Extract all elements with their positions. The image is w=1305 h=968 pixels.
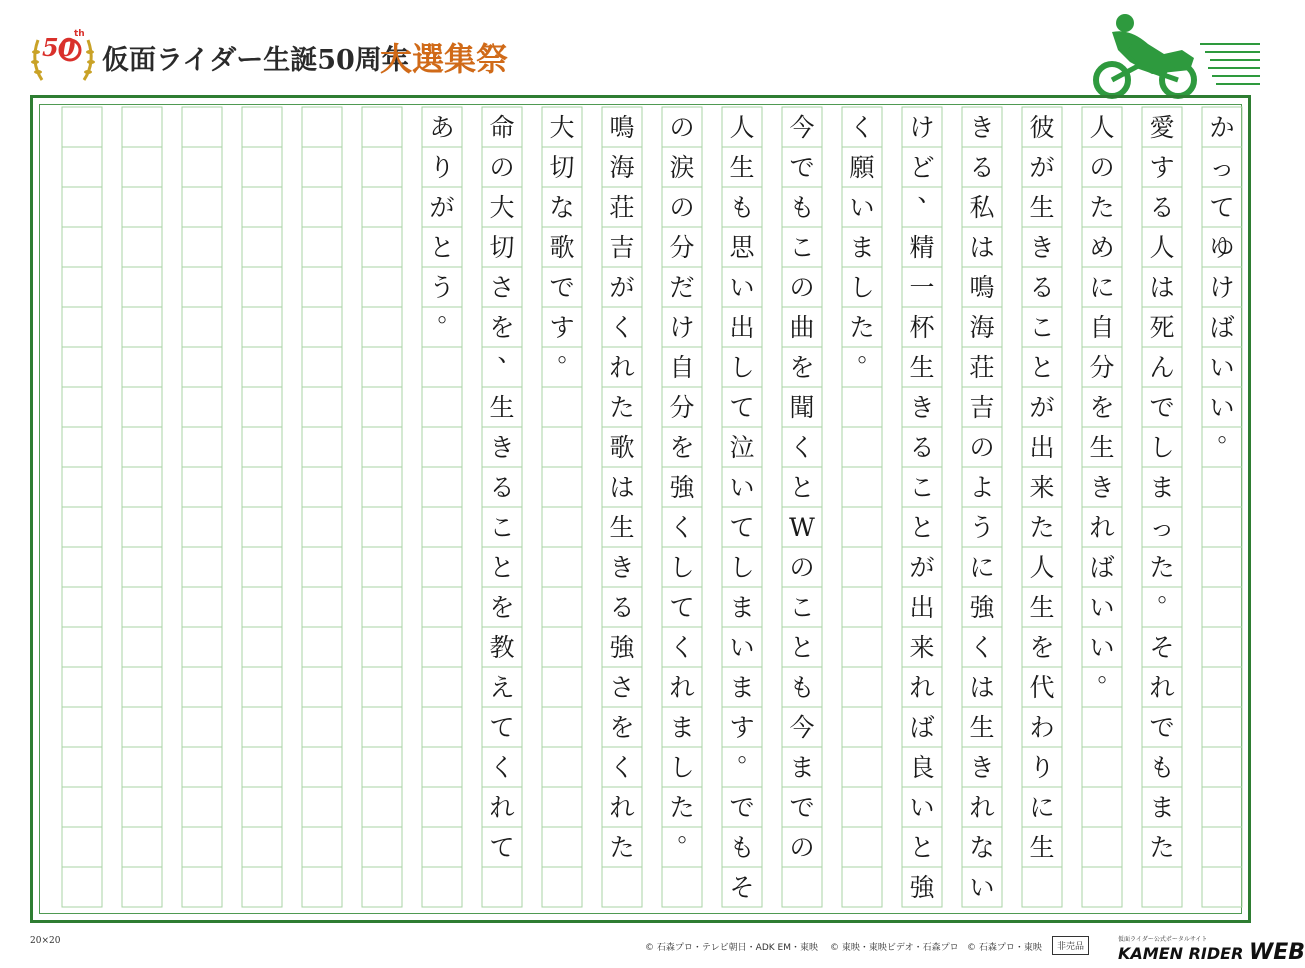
manuscript-character: 生 [609, 513, 635, 542]
manuscript-character: め [1089, 233, 1115, 262]
manuscript-character: ば [1089, 553, 1115, 582]
manuscript-character: る [489, 473, 515, 502]
manuscript-character: て [489, 833, 515, 862]
manuscript-character: に [1029, 793, 1055, 822]
manuscript-character: 今 [789, 713, 815, 742]
manuscript-character: 荘 [969, 353, 995, 382]
manuscript-column [902, 107, 943, 907]
manuscript-character: 分 [669, 393, 695, 422]
manuscript-character: 泣 [729, 433, 755, 462]
copyright-notice-1: © 石森プロ・テレビ朝日・ADK EM・東映 [645, 943, 818, 953]
manuscript-character: き [909, 393, 935, 422]
manuscript-character: れ [669, 673, 695, 702]
manuscript-character: あ [429, 113, 455, 142]
not-for-sale-badge: 非売品 [1052, 936, 1089, 955]
manuscript-character: く [669, 513, 695, 542]
manuscript-character: が [909, 553, 935, 582]
manuscript-character: く [489, 753, 515, 782]
manuscript-character: ば [909, 713, 935, 742]
manuscript-character: っ [1209, 153, 1235, 182]
manuscript-character: き [489, 433, 515, 462]
kamen-rider-web-logo [1118, 940, 1305, 965]
manuscript-character: く [669, 633, 695, 662]
manuscript-character: W [789, 513, 815, 542]
manuscript-character: い [969, 873, 995, 902]
manuscript-character: ま [669, 713, 695, 742]
manuscript-character: が [609, 273, 635, 302]
manuscript-character: 。 [1097, 658, 1123, 687]
manuscript-character: を [1089, 393, 1115, 422]
manuscript-character: た [609, 393, 635, 422]
manuscript-character: は [609, 473, 635, 502]
manuscript-character: て [729, 513, 755, 542]
manuscript-character: 人 [1149, 233, 1175, 262]
manuscript-character: 生 [1029, 193, 1055, 222]
manuscript-character: 精 [909, 233, 935, 262]
site-tagline: 仮面ライダー公式ポータルサイト [1118, 936, 1208, 943]
manuscript-character: の [789, 273, 815, 302]
manuscript-character: 生 [729, 153, 755, 182]
manuscript-character: 切 [489, 233, 515, 262]
manuscript-character: も [789, 193, 815, 222]
manuscript-column [962, 107, 1002, 907]
manuscript-character: ま [1149, 793, 1175, 822]
manuscript-character: き [1089, 473, 1115, 502]
manuscript-character: 歌 [549, 233, 575, 262]
manuscript-character: れ [609, 793, 635, 822]
manuscript-character: 生 [1029, 593, 1055, 622]
manuscript-character: て [669, 593, 695, 622]
manuscript-character: し [669, 753, 695, 782]
manuscript-character: 歌 [609, 433, 635, 462]
manuscript-column [722, 107, 763, 907]
manuscript-character: の [489, 153, 515, 182]
manuscript-character: い [1089, 633, 1115, 662]
manuscript-character: と [909, 833, 935, 862]
manuscript-character: た [1089, 193, 1115, 222]
manuscript-character: 聞 [789, 393, 815, 422]
manuscript-character: 。 [737, 738, 763, 767]
manuscript-character: し [669, 553, 695, 582]
manuscript-character: い [1209, 393, 1235, 422]
manuscript-character: れ [969, 793, 995, 822]
manuscript-character: で [549, 273, 575, 302]
manuscript-character: 死 [1149, 313, 1175, 342]
manuscript-character: を [1029, 633, 1055, 662]
manuscript-character: い [729, 473, 755, 502]
manuscript-character: り [1029, 753, 1055, 782]
manuscript-character: 。 [677, 818, 703, 847]
manuscript-character: 分 [669, 233, 695, 262]
manuscript-character: き [1029, 233, 1055, 262]
manuscript-character: が [1029, 153, 1055, 182]
manuscript-character: 分 [1089, 353, 1115, 382]
manuscript-character: 、 [497, 338, 523, 367]
manuscript-character: さ [489, 273, 515, 302]
manuscript-character: い [1089, 593, 1115, 622]
manuscript-character: で [1149, 713, 1175, 742]
manuscript-character: た [1149, 833, 1175, 862]
manuscript-character: ど [909, 153, 935, 182]
site-name-part-2: WEB [1248, 940, 1305, 965]
manuscript-character: る [609, 593, 635, 622]
copyright-notice-2: © 東映・東映ビデオ・石森プロ [830, 943, 959, 953]
manuscript-character: す [549, 313, 575, 342]
manuscript-character: は [969, 233, 995, 262]
manuscript-character: を [789, 353, 815, 382]
manuscript-character: 。 [1157, 578, 1183, 607]
manuscript-character: 強 [909, 873, 935, 902]
manuscript-column [1142, 107, 1183, 907]
manuscript-character: え [489, 673, 515, 702]
manuscript-character: 強 [609, 633, 635, 662]
manuscript-character: 吉 [609, 233, 635, 262]
manuscript-character: い [909, 793, 935, 822]
manuscript-character: れ [489, 793, 515, 822]
manuscript-character: 大 [489, 193, 515, 222]
manuscript-character: た [849, 313, 875, 342]
manuscript-character: 。 [557, 338, 583, 367]
manuscript-character: を [609, 713, 635, 742]
manuscript-column [182, 107, 222, 907]
manuscript-character: に [1089, 273, 1115, 302]
manuscript-character: 私 [969, 193, 995, 222]
manuscript-character: の [969, 433, 995, 462]
manuscript-character: す [729, 713, 755, 742]
manuscript-column [662, 107, 703, 907]
manuscript-character: と [909, 513, 935, 542]
manuscript-character: く [969, 633, 995, 662]
manuscript-character: そ [1149, 633, 1175, 662]
manuscript-character: 切 [549, 153, 575, 182]
manuscript-character: 彼 [1029, 113, 1055, 142]
manuscript-character: れ [1089, 513, 1115, 542]
manuscript-column [1082, 107, 1123, 907]
site-name-part-1: KAMEN RIDER [1118, 944, 1244, 963]
manuscript-character: 良 [909, 753, 935, 782]
manuscript-character: 人 [729, 113, 755, 142]
manuscript-character: 大 [549, 113, 575, 142]
manuscript-character: ゆ [1209, 233, 1235, 262]
manuscript-character: き [969, 113, 995, 142]
manuscript-column [422, 107, 463, 907]
manuscript-character: の [669, 193, 695, 222]
manuscript-character: ば [1209, 313, 1235, 342]
manuscript-character: て [729, 393, 755, 422]
badge-suffix: th [74, 29, 85, 39]
manuscript-character: く [789, 433, 815, 462]
manuscript-character: 人 [1029, 553, 1055, 582]
manuscript-character: が [1029, 393, 1055, 422]
manuscript-character: 一 [909, 273, 935, 302]
manuscript-character: な [969, 833, 995, 862]
manuscript-character: い [729, 633, 755, 662]
manuscript-character: い [1209, 353, 1235, 382]
manuscript-character: の [669, 113, 695, 142]
manuscript-character: 教 [489, 633, 515, 662]
manuscript-character: な [549, 193, 575, 222]
manuscript-character: の [1089, 153, 1115, 182]
manuscript-column [362, 107, 402, 907]
manuscript-character: す [1149, 153, 1175, 182]
manuscript-character: と [789, 633, 815, 662]
manuscript-column [62, 107, 102, 907]
manuscript-character: 代 [1029, 673, 1055, 702]
manuscript-character: だ [669, 273, 695, 302]
manuscript-column [122, 107, 162, 907]
manuscript-size-label: 20×20 [30, 936, 61, 946]
manuscript-character: 命 [489, 113, 515, 142]
manuscript-character: て [489, 713, 515, 742]
manuscript-character: を [489, 593, 515, 622]
manuscript-character: の [789, 553, 815, 582]
manuscript-character: 。 [437, 298, 463, 327]
copyright-notice-3: © 石森プロ・東映 [967, 943, 1042, 953]
manuscript-character: き [969, 753, 995, 782]
manuscript-character: う [969, 513, 995, 542]
manuscript-character: 出 [909, 593, 935, 622]
manuscript-character: 曲 [789, 313, 815, 342]
manuscript-character: で [1149, 393, 1175, 422]
manuscript-character: こ [1029, 313, 1055, 342]
manuscript-character: 出 [1029, 433, 1055, 462]
manuscript-column [1202, 107, 1243, 907]
manuscript-column [782, 107, 822, 907]
manuscript-column [242, 107, 282, 907]
manuscript-character: 生 [1029, 833, 1055, 862]
manuscript-character: れ [609, 353, 635, 382]
manuscript-character: で [729, 793, 755, 822]
manuscript-character: と [789, 473, 815, 502]
manuscript-character: 愛 [1149, 113, 1175, 142]
manuscript-character: に [969, 553, 995, 582]
manuscript-character: る [909, 433, 935, 462]
manuscript-column [542, 107, 583, 907]
manuscript-character: 来 [1029, 473, 1055, 502]
manuscript-character: と [429, 233, 455, 262]
manuscript-character: こ [789, 593, 815, 622]
manuscript-character: ん [1149, 353, 1175, 382]
manuscript-character: で [789, 153, 815, 182]
manuscript-character: 生 [969, 713, 995, 742]
manuscript-character: こ [789, 233, 815, 262]
manuscript-character: う [429, 273, 455, 302]
manuscript-character: 、 [917, 178, 943, 207]
manuscript-character: さ [609, 673, 635, 702]
manuscript-character: ま [849, 233, 875, 262]
manuscript-character: も [1149, 753, 1175, 782]
manuscript-character: た [669, 793, 695, 822]
manuscript-character: ま [789, 753, 815, 782]
manuscript-character: ま [729, 593, 755, 622]
manuscript-character: 強 [969, 593, 995, 622]
manuscript-character: た [1149, 553, 1175, 582]
manuscript-character: も [729, 833, 755, 862]
manuscript-column [602, 107, 642, 907]
manuscript-character: わ [1029, 713, 1055, 742]
manuscript-character: と [489, 553, 515, 582]
manuscript-character: 今 [789, 113, 815, 142]
manuscript-character: 思 [729, 233, 755, 262]
manuscript-character: 来 [909, 633, 935, 662]
manuscript-character: ま [1149, 473, 1175, 502]
manuscript-character: も [729, 193, 755, 222]
manuscript-character: 生 [909, 353, 935, 382]
manuscript-column [1022, 107, 1062, 907]
manuscript-character: し [729, 353, 755, 382]
manuscript-character: た [609, 833, 635, 862]
manuscript-character: 。 [857, 338, 883, 367]
manuscript-character: ま [729, 673, 755, 702]
manuscript-character: し [1149, 433, 1175, 462]
manuscript-character: 自 [1089, 313, 1115, 342]
manuscript-character: よ [969, 473, 995, 502]
manuscript-character: く [849, 113, 875, 142]
manuscript-character: を [669, 433, 695, 462]
manuscript-character: 人 [1089, 113, 1115, 142]
manuscript-character: は [1149, 273, 1175, 302]
page-title: 仮面ライダー生誕50周年 [102, 45, 409, 76]
manuscript-character: し [849, 273, 875, 302]
manuscript-character: が [429, 193, 455, 222]
manuscript-character: 鳴 [609, 113, 635, 142]
manuscript-character: て [1209, 193, 1235, 222]
manuscript-character: も [789, 673, 815, 702]
manuscript-character: 吉 [969, 393, 995, 422]
manuscript-character: 海 [609, 153, 635, 182]
manuscript-character: か [1209, 113, 1235, 142]
manuscript-character: こ [909, 473, 935, 502]
manuscript-character: 荘 [609, 193, 635, 222]
manuscript-character: た [1029, 513, 1055, 542]
manuscript-character: る [1029, 273, 1055, 302]
manuscript-character: は [969, 673, 995, 702]
manuscript-character: で [789, 793, 815, 822]
manuscript-character: 強 [669, 473, 695, 502]
manuscript-character: い [849, 193, 875, 222]
manuscript-character: 。 [1217, 418, 1243, 447]
manuscript-character: を [489, 313, 515, 342]
manuscript-character: り [429, 153, 455, 182]
page-subtitle: 大選集祭 [380, 40, 509, 78]
manuscript-character: れ [909, 673, 935, 702]
manuscript-character: し [729, 553, 755, 582]
manuscript-character: の [789, 833, 815, 862]
manuscript-character: く [609, 313, 635, 342]
manuscript-character: け [909, 113, 935, 142]
manuscript-character: 海 [969, 313, 995, 342]
manuscript-character: き [609, 553, 635, 582]
manuscript-character: 涙 [669, 153, 695, 182]
manuscript-column [482, 107, 523, 907]
badge-number: 50 [42, 33, 76, 62]
manuscript-character: 自 [669, 353, 695, 382]
manuscript-character: 出 [729, 313, 755, 342]
manuscript-character: れ [1149, 673, 1175, 702]
manuscript-column [302, 107, 342, 907]
manuscript-character: っ [1149, 513, 1175, 542]
manuscript-character: 生 [489, 393, 515, 422]
manuscript-character: く [609, 753, 635, 782]
manuscript-character: る [1149, 193, 1175, 222]
manuscript-character: こ [489, 513, 515, 542]
manuscript-character: け [1209, 273, 1235, 302]
manuscript-character: 鳴 [969, 273, 995, 302]
manuscript-character: そ [729, 873, 755, 902]
manuscript-character: い [729, 273, 755, 302]
manuscript-character: る [969, 153, 995, 182]
manuscript-column [842, 107, 883, 907]
manuscript-character: け [669, 313, 695, 342]
manuscript-character: 願 [849, 153, 875, 182]
manuscript-character: と [1029, 353, 1055, 382]
manuscript-character: 杯 [909, 313, 935, 342]
manuscript-character: 生 [1089, 433, 1115, 462]
